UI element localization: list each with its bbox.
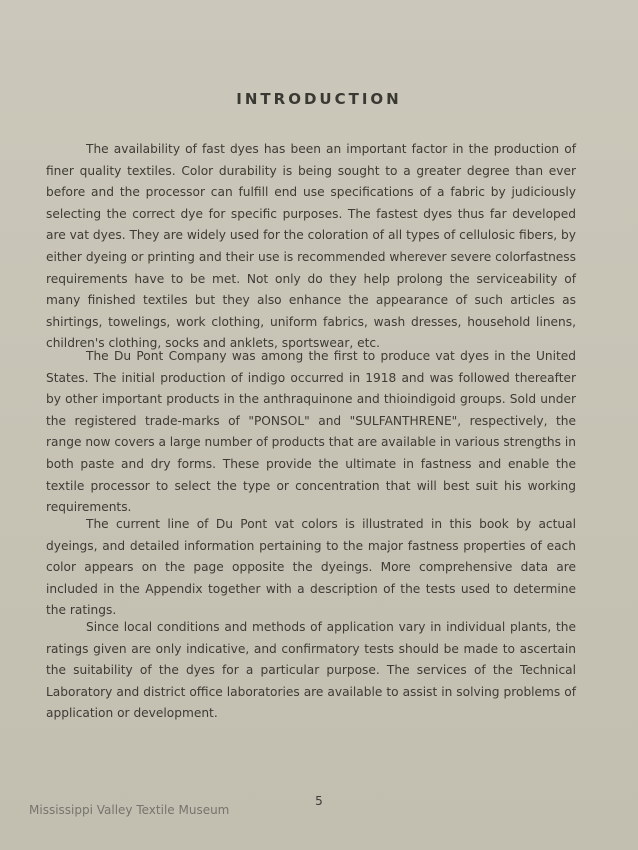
paragraph-2 (46, 346, 576, 519)
paragraph-text: The availability of fast dyes has been an important factor in the production of finer quality textiles. Color durability is being sought to a greater degree than ever before and the processor can fulfill end use specifications of a fabric by judiciously selecting the correct dye for specific purposes. The fastest dyes thus far developed are vat dyes. They are widely used for the coloration of all types of cellulosic fibers, by either dyeing or printing and their use is recommended wherever severe colorfastness requirements have to be met. Not only do they help prolong the serviceability of many finished textiles but they also enhance the appearance of such articles as shirtings, towelings, work clothing, uniform fabrics, wash dresses, household linens, children's clothing, socks and anklets, sportswear, etc. (46, 142, 576, 351)
paragraph-text: Since local conditions and methods of application vary in individual plants, the ratings given are only indicative, and confirmatory tests should be made to ascertain the suitability of the dyes for a particular purpose. The services of the Technical Laboratory and district office laboratories are available to assist in solving problems of application or development. (46, 620, 576, 721)
museum-watermark: Mississippi Valley Textile Museum (29, 803, 230, 817)
paragraph-text: The current line of Du Pont vat colors is illustrated in this book by actual dyeings, and detailed information pertaining to the major fastness properties of each color appears on the page opposite the dyeings. More comprehensive data are included in the Appendix together with a description of the tests used to determine the ratings. (46, 517, 576, 618)
page-number: 5 (315, 794, 323, 808)
paragraph-text: The Du Pont Company was among the first to produce vat dyes in the United States. The initial production of indigo occurred in 1918 and was followed thereafter by other important products in the anthraquinone and thioindigoid groups. Sold under the registered trade-marks of "PONSOL" and "SULFANTHRENE", respectively, the range now covers a large number of products that are available in various strengths in both paste and dry forms. These provide the ultimate in fastness and enable the textile processor to select the type or concentration that will best suit his working requirements. (46, 349, 576, 515)
page-title: INTRODUCTION (236, 90, 402, 108)
paragraph-1 (46, 139, 576, 355)
paragraph-4 (46, 617, 576, 725)
paragraph-3 (46, 514, 576, 622)
